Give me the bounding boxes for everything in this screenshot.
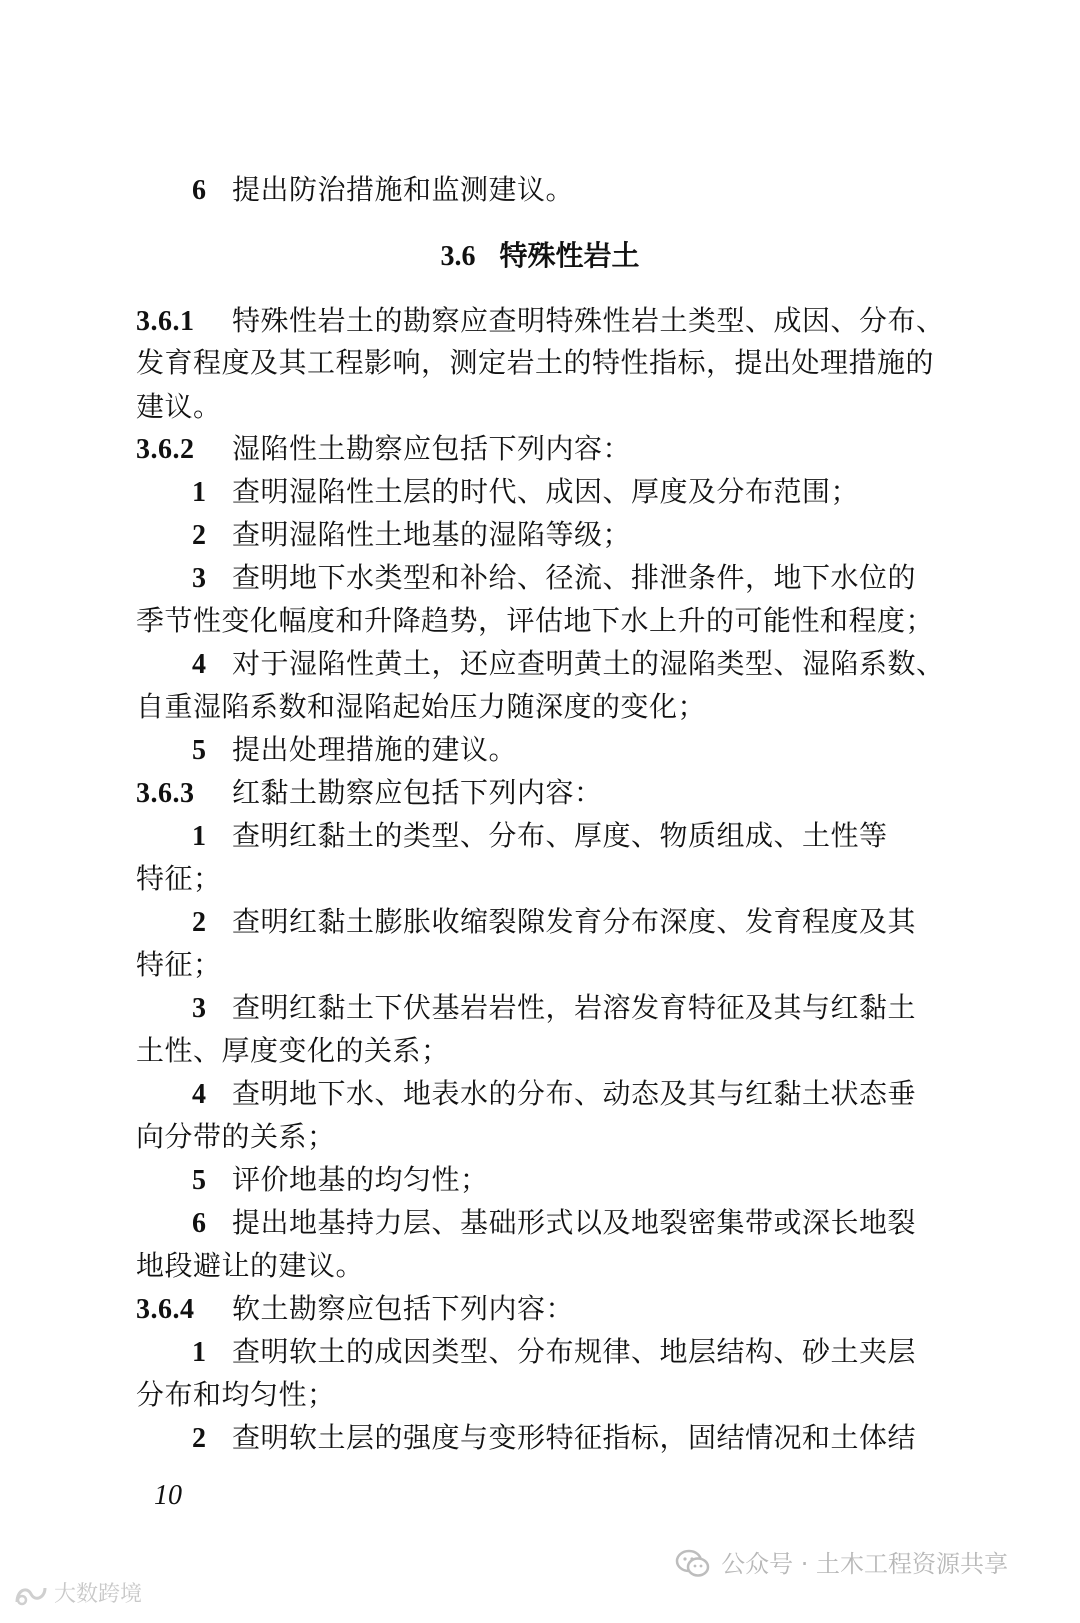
list-item-continuation: 季节性变化幅度和升降趋势，评估地下水上升的可能性和程度； (136, 604, 935, 637)
list-item-continuation: 自重湿陷系数和湿陷起始压力随深度的变化； (136, 690, 707, 723)
list-item: 4 查明地下水、地表水的分布、动态及其与红黏土状态垂 (192, 1077, 917, 1110)
clause-3-6-1: 3.6.1 特殊性岩土的勘察应查明特殊性岩土类型、成因、分布、 (136, 304, 945, 337)
clause-3-6-2: 3.6.2 湿陷性土勘察应包括下列内容： (136, 432, 632, 465)
list-item-continuation: 地段避让的建议。 (136, 1249, 365, 1282)
list-item: 4 对于湿陷性黄土，还应查明黄土的湿陷类型、湿陷系数、 (192, 647, 945, 680)
watermark-right (675, 1547, 1008, 1581)
list-item: 3 查明地下水类型和补给、径流、排泄条件，地下水位的 (192, 561, 917, 594)
wechat-icon (675, 1549, 711, 1579)
list-item-continuation: 分布和均匀性； (136, 1378, 336, 1411)
clause-text-line: 发育程度及其工程影响，测定岩土的特性指标，提出处理措施的 (136, 346, 935, 379)
list-item: 2 查明红黏土膨胀收缩裂隙发育分布深度、发育程度及其 (192, 905, 917, 938)
list-item: 2 查明湿陷性土地基的湿陷等级； (192, 518, 632, 551)
list-item: 1 查明红黏土的类型、分布、厚度、物质组成、土性等 (192, 819, 888, 852)
logo-icon (14, 1582, 48, 1608)
clause-3-6-4: 3.6.4 软土勘察应包括下列内容： (136, 1292, 575, 1325)
clause-text-line: 建议。 (136, 390, 222, 423)
section-heading: 3.6 特殊性岩土 (440, 239, 640, 272)
list-item: 5 评价地基的均匀性； (192, 1163, 489, 1196)
list-item-continuation: 向分带的关系； (136, 1120, 336, 1153)
list-item: 6 提出防治措施和监测建议。 (192, 173, 575, 206)
clause-3-6-3: 3.6.3 红黏土勘察应包括下列内容： (136, 776, 603, 809)
watermark-text: 大数跨境 (54, 1582, 143, 1607)
list-item-continuation: 特征； (136, 862, 222, 895)
watermark-text: 公众号 · 土木工程资源共享 (721, 1550, 1008, 1578)
list-item: 3 查明红黏土下伏基岩岩性，岩溶发育特征及其与红黏土 (192, 991, 917, 1024)
page-number: 10 (154, 1480, 182, 1511)
watermark-left (14, 1578, 142, 1612)
list-item-continuation: 土性、厚度变化的关系； (136, 1034, 450, 1067)
list-item: 5 提出处理措施的建议。 (192, 733, 518, 766)
list-item: 1 查明湿陷性土层的时代、成因、厚度及分布范围； (192, 475, 860, 508)
list-item-continuation: 特征； (136, 948, 222, 981)
list-item: 2 查明软土层的强度与变形特征指标，固结情况和土体结 (192, 1421, 917, 1454)
list-item: 6 提出地基持力层、基础形式以及地裂密集带或深长地裂 (192, 1206, 917, 1239)
list-item: 1 查明软土的成因类型、分布规律、地层结构、砂土夹层 (192, 1335, 917, 1368)
